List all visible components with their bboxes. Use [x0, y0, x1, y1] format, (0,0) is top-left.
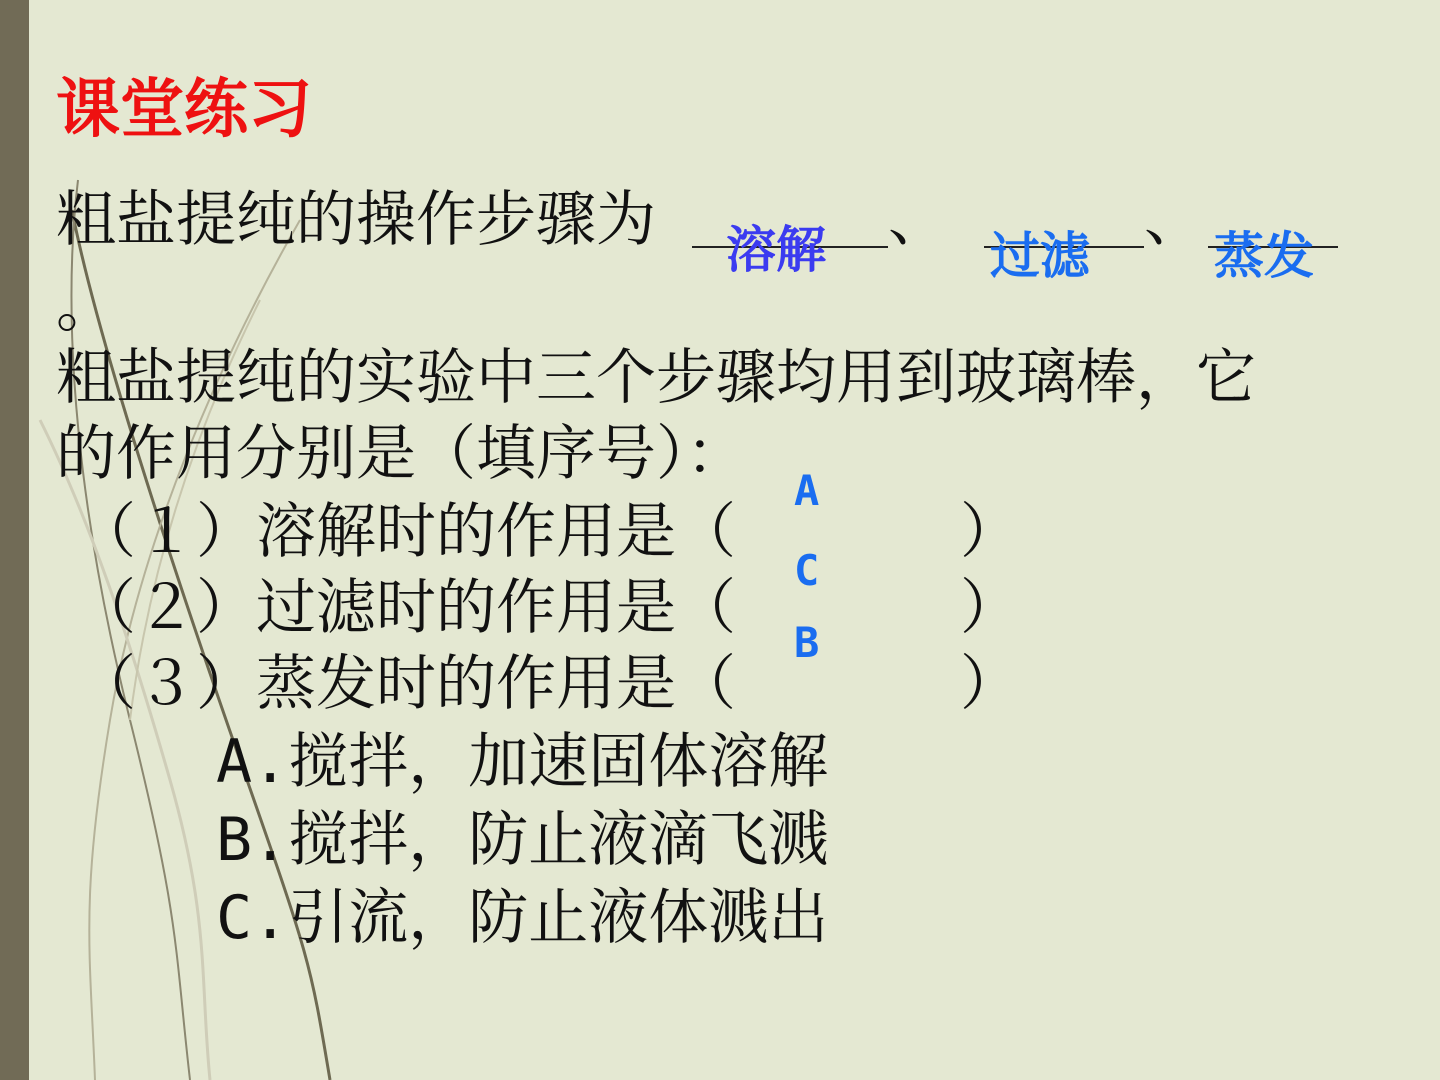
left-decor-bar — [0, 0, 29, 1080]
option-b — [216, 802, 828, 878]
answer-evaporate: 蒸发 — [1214, 227, 1314, 285]
q1-prompt: 粗盐提纯的操作步骤为 — [56, 185, 656, 255]
q2-item-1: （１）溶解时的作用是（ — [76, 497, 736, 567]
answer-dissolve: 溶解 — [726, 221, 826, 279]
slide-title: 课堂练习 — [56, 73, 312, 147]
q1-end-mark: 。 — [56, 271, 116, 341]
option-c-letter: C. — [216, 883, 289, 953]
option-a — [216, 724, 828, 800]
q2-item-3-close: ） — [960, 649, 1020, 719]
q2-item-1-close: ） — [960, 497, 1020, 567]
separator-2: 、 — [1144, 185, 1204, 255]
q2-line-1: 粗盐提纯的实验中三个步骤均用到玻璃棒，它 — [56, 343, 1256, 413]
q2-item-3: （３）蒸发时的作用是（ — [76, 649, 736, 719]
option-a-letter: A. — [216, 727, 289, 797]
option-b-letter: B. — [216, 805, 289, 875]
answer-item-3: B — [794, 618, 820, 667]
answer-item-1: A — [794, 466, 820, 515]
answer-filter: 过滤 — [990, 227, 1090, 285]
q2-line-2: 的作用分别是（填序号）： — [56, 419, 746, 489]
q2-item-2-close: ） — [960, 573, 1020, 643]
option-a-text: 搅拌，加速固体溶解 — [288, 727, 829, 797]
option-b-text: 搅拌，防止液滴飞溅 — [288, 805, 829, 875]
answer-item-2: C — [794, 546, 820, 595]
separator-1: 、 — [888, 185, 948, 255]
q2-item-2: （２）过滤时的作用是（ — [76, 573, 736, 643]
option-c — [216, 880, 828, 956]
option-c-text: 引流，防止液体溅出 — [288, 883, 829, 953]
